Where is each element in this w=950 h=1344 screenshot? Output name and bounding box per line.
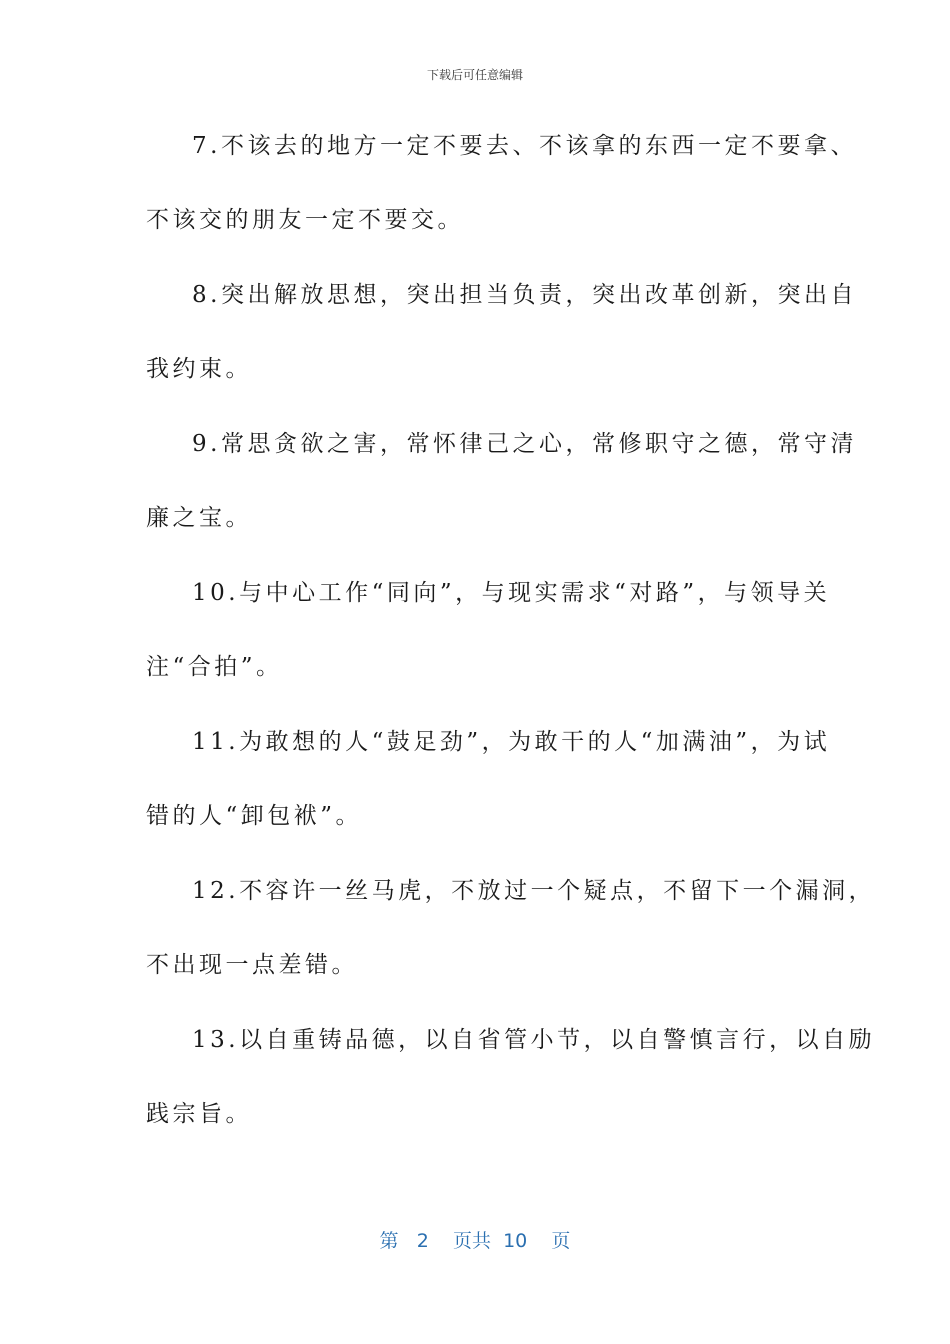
paragraph-10-line-2: 注“合拍”。 <box>146 654 283 680</box>
paragraph-10-line-1: 10.与中心工作“同向”，与现实需求“对路”，与领导关 <box>192 580 831 606</box>
paragraph-8-line-1: 8.突出解放思想，突出担当负责，突出改革创新，突出自 <box>192 282 857 308</box>
paragraph-7-line-1: 7.不该去的地方一定不要去、不该拿的东西一定不要拿、 <box>192 133 857 159</box>
page-footer <box>0 1226 950 1253</box>
paragraph-13-line-2: 践宗旨。 <box>146 1101 252 1127</box>
paragraph-12-line-2: 不出现一点差错。 <box>146 952 358 978</box>
footer-suffix: 页 <box>551 1230 571 1252</box>
paragraph-8-line-2: 我约束。 <box>146 356 252 382</box>
paragraph-13-line-1: 13.以自重铸品德，以自省管小节，以自警慎言行，以自励 <box>192 1027 876 1053</box>
paragraph-7-line-2: 不该交的朋友一定不要交。 <box>146 207 464 233</box>
footer-prefix: 第 <box>379 1230 399 1252</box>
footer-total-pages: 10 <box>503 1230 528 1252</box>
header-note: 下载后可任意编辑 <box>426 68 523 82</box>
paragraph-9-line-1: 9.常思贪欲之害，常怀律己之心，常修职守之德，常守清 <box>192 431 857 457</box>
paragraph-12-line-1: 12.不容许一丝马虎，不放过一个疑点，不留下一个漏洞， <box>192 878 876 904</box>
footer-page-number: 2 <box>416 1230 429 1252</box>
paragraph-11-line-1: 11.为敢想的人“鼓足劲”，为敢干的人“加满油”，为试 <box>192 729 831 755</box>
paragraph-9-line-2: 廉之宝。 <box>146 505 252 531</box>
paragraph-11-line-2: 错的人“卸包袱”。 <box>146 803 363 829</box>
footer-middle: 页共 <box>452 1230 491 1252</box>
